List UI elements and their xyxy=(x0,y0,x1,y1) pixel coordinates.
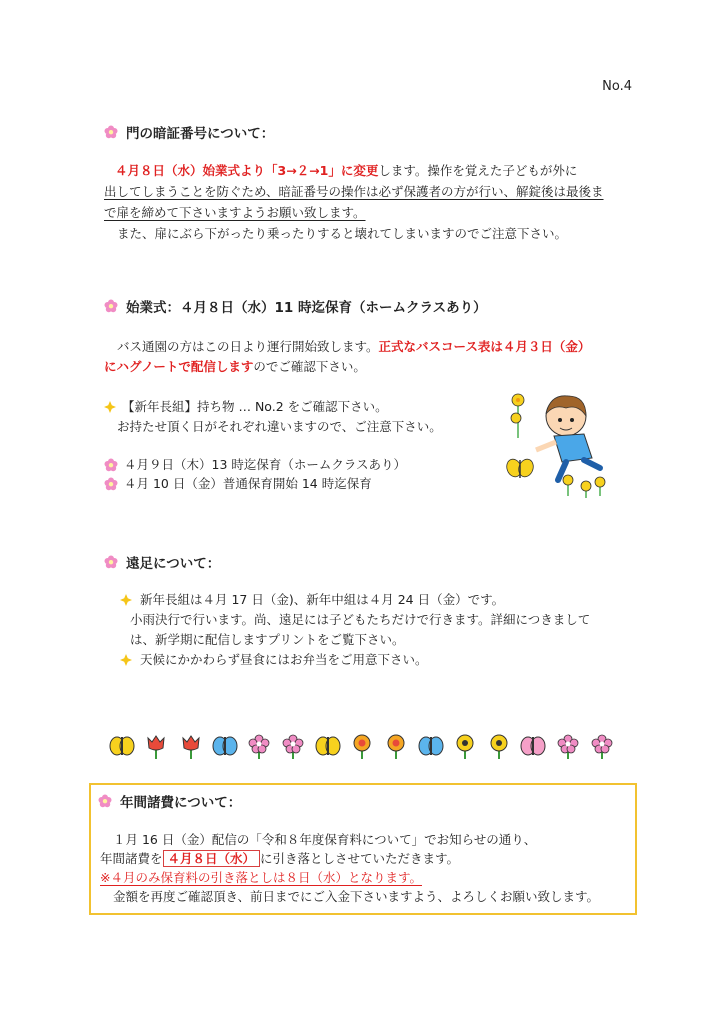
yellow-flower-icon xyxy=(485,732,513,760)
ceremony-line-2-rest: のでご確認下さい。 xyxy=(253,359,366,374)
pink-flower-icon xyxy=(245,732,273,760)
blue-butterfly-icon xyxy=(417,732,445,760)
pink-flower-icon xyxy=(554,732,582,760)
excursion-item-1-text: 新年長組は４月 17 日（金)、新年中組は４月 24 日（金）です。 xyxy=(140,592,505,607)
yellow-diamond-icon xyxy=(120,654,132,666)
pink-flower-icon xyxy=(279,732,307,760)
yellow-flower-icon xyxy=(451,732,479,760)
fees-line-2-post: に引き落としさせていただきます。 xyxy=(260,851,460,866)
excursion-heading-text: 遠足について： xyxy=(126,556,221,572)
ceremony-item-1 xyxy=(104,396,388,417)
fees-heading xyxy=(98,791,241,811)
gate-change-highlight: ４月８日（水）始業式より「3→２→1」に変更 xyxy=(115,163,379,178)
pink-flower-icon xyxy=(588,732,616,760)
yellow-butterfly-icon xyxy=(108,732,136,760)
fees-line-2-pre: 年間諸費を xyxy=(100,851,163,866)
ceremony-line-1-plain: バス通園の方はこの日より運行開始致します。 xyxy=(117,339,379,354)
gate-line-3: で扉を締めて下さいますようお願い致します。 xyxy=(104,205,366,220)
orange-flower-icon xyxy=(382,732,410,760)
butterfly-icon xyxy=(504,457,535,479)
excursion-item-1 xyxy=(120,589,504,610)
ceremony-item-2-text: ４月９日（木）13 時迄保育（ホームクラスあり） xyxy=(124,457,407,472)
excursion-item-1-sub-1: 小雨決行で行います。尚、遠足には子どもたちだけで行きます。詳細につきまして xyxy=(130,612,591,627)
pink-flower-icon xyxy=(98,794,112,808)
excursion-item-2 xyxy=(120,649,428,670)
ceremony-line-2 xyxy=(104,356,366,377)
ceremony-item-3-text: ４月 10 日（金）普通保育開始 14 時迄保育 xyxy=(124,476,372,491)
red-tulip-icon xyxy=(177,732,205,760)
ceremony-heading xyxy=(104,296,487,316)
ceremony-item-3 xyxy=(104,473,372,494)
pink-butterfly-icon xyxy=(519,732,547,760)
bus-course-highlight: 正式なバスコース表は４月３日（金） xyxy=(378,339,591,354)
gate-line-1 xyxy=(115,160,577,181)
pink-flower-icon xyxy=(104,458,118,472)
fees-line-1: １月 16 日（金）配信の「令和８年度保育料について」でお知らせの通り、 xyxy=(113,832,537,847)
yellow-flower-icon xyxy=(511,394,524,438)
page-number: No.4 xyxy=(602,79,632,94)
gate-line-4: また、扉にぶら下がったり乗ったりすると壊れてしまいますのでご注意下さい。 xyxy=(117,226,568,241)
fees-heading-text: 年間諸費について： xyxy=(120,795,242,811)
ceremony-item-1-text: 【新年長組】持ち物 … No.2 をご確認下さい。 xyxy=(122,399,388,414)
excursion-item-1-sub-2: は、新学期に配信しますプリントをご覧下さい。 xyxy=(130,632,405,647)
blue-butterfly-icon xyxy=(211,732,239,760)
butterfly-tulip-flower-border xyxy=(108,731,616,761)
ceremony-heading-text: 始業式：４月８日（水）11 時迄保育（ホームクラスあり） xyxy=(126,300,487,316)
yellow-diamond-icon xyxy=(120,594,132,606)
fees-line-2 xyxy=(100,848,459,869)
pink-flower-icon xyxy=(104,299,118,313)
pink-flower-icon xyxy=(104,125,118,139)
boy-chasing-butterfly-illustration xyxy=(496,388,616,500)
yellow-diamond-icon xyxy=(104,401,116,413)
yellow-flower-icon xyxy=(563,475,605,498)
gate-heading xyxy=(104,122,274,142)
yellow-butterfly-icon xyxy=(314,732,342,760)
pink-flower-icon xyxy=(104,555,118,569)
ceremony-item-1-sub: お持たせ頂く日がそれぞれ違いますので、ご注意下さい。 xyxy=(117,419,442,434)
gate-line-2: 出してしまうことを防ぐため、暗証番号の操作は必ず保護者の方が行い、解錠後は最後ま xyxy=(104,184,604,199)
pink-flower-icon xyxy=(104,477,118,491)
gate-heading-text: 門の暗証番号について： xyxy=(126,126,275,142)
excursion-item-2-text: 天候にかかわらず昼食にはお弁当をご用意下さい。 xyxy=(140,652,428,667)
fees-line-4: 金額を再度ご確認頂き、前日までにご入金下さいますよう、よろしくお願い致します。 xyxy=(113,889,600,904)
fees-line-3: ※４月のみ保育料の引き落としは８日（水）となります。 xyxy=(100,870,422,885)
hagunote-highlight: にハグノートで配信します xyxy=(104,359,254,374)
gate-line-1-rest: します。操作を覚えた子どもが外に xyxy=(378,163,578,178)
withdrawal-date-box: ４月８日（水） xyxy=(163,850,261,867)
ceremony-line-1 xyxy=(117,336,590,357)
red-tulip-icon xyxy=(142,732,170,760)
orange-flower-icon xyxy=(348,732,376,760)
ceremony-item-2 xyxy=(104,454,406,475)
excursion-heading xyxy=(104,552,220,572)
boy-icon xyxy=(536,396,600,480)
